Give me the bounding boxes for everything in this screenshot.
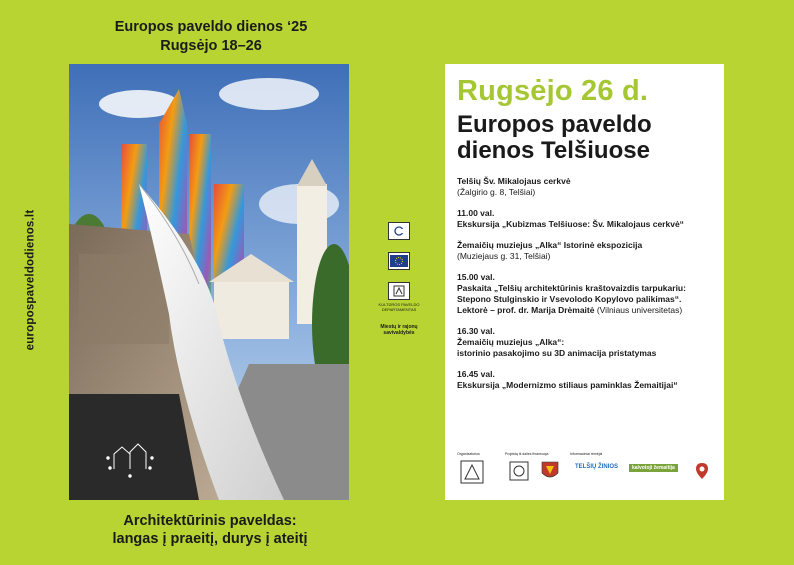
media1-text: TELŠIŲ ŽINIOS [575,464,619,470]
event-description: istorinio pasakojimo su 3D animacija pristatymas [457,348,657,358]
event-time: 16.30 val. [457,326,495,336]
media-label: Informaciniai rėmėjai [570,452,603,456]
event-title [457,112,712,164]
event-lecturer [457,305,712,316]
footer-line1: Architektūrinis paveldas: [123,513,297,529]
event-description: Paskaita „Telšių architektūrinis kraštovaizdis tarpukariu: [457,283,686,293]
event-venue: Žemaičių muziejus „Alka“ Istorinė ekspozicija [457,240,643,250]
vertical-url[interactable] [22,205,38,355]
logo-column [378,222,420,336]
council-of-europe-logo-icon [388,222,410,240]
event-description: Ekskursija „Kubizmas Telšiuose: Šv. Mikalojaus cerkvė“ [457,219,684,229]
event-item [457,326,712,359]
heritage-department-logo [378,282,420,312]
telsiu-zinios-logo [575,464,618,471]
url-text[interactable]: europospaveldodienos.lt [24,209,37,351]
eu-flag-icon [388,252,410,270]
event-description: Ekskursija „Modernizmo stiliaus paminklas Žemaitijai“ [457,380,678,390]
heritage-department-caption: KULTŪROS PAVELDO DEPARTAMENTAS [378,302,420,312]
poster-illustration [69,64,349,500]
event-venue: Telšių Šv. Mikalojaus cerkvė [457,176,571,186]
municipalities-caption: Miestų ir rajonų savivaldybės [380,324,418,336]
left-footer [90,512,330,548]
event-title-line1: Europos paveldo [457,111,652,138]
event-title-line2: dienos Telšiuose [457,137,650,164]
municipality-crest-icon [539,459,561,488]
media2-text: kalvotoji žemaitija [632,465,675,471]
lecturer-affiliation: (Vilniaus universitetas) [594,305,683,315]
event-item [457,176,712,198]
poster-image [69,64,349,500]
heritage-department-partner-icon [507,459,531,488]
event-time: 15.00 val. [457,272,495,282]
event-description: Žemaičių muziejus „Alka“: [457,337,565,347]
event-description: Stepono Stulginskio ir Vsevolodo Kopylovo palikimas“. [457,294,682,304]
left-header [96,18,326,56]
event-list [457,176,712,391]
header-dates: Rugsėjo 18–26 [160,38,262,54]
organizer-label: Organizatorius [457,452,480,456]
footer-line2: langas į praeitį, durys į ateitį [112,531,308,547]
event-item [457,240,712,262]
event-item [457,208,712,230]
alka-museum-logo-icon [459,459,485,490]
heritage-department-icon [388,282,410,300]
map-pin-partner-icon [695,462,709,485]
lecturer-name: Lektorė – prof. dr. Marija Drėmaitė [457,305,595,315]
funding-label: Projektą iš dalies finansuoja [505,452,549,456]
kalvotoji-zemaitija-logo [629,464,678,472]
event-address: (Muziejaus g. 31, Telšiai) [457,251,551,261]
partner-logos [457,452,714,494]
event-address: (Žalgirio g. 8, Telšiai) [457,187,536,197]
event-time: 16.45 val. [457,369,495,379]
event-item [457,369,712,391]
event-item [457,272,712,316]
event-panel [445,64,724,500]
event-time: 11.00 val. [457,208,495,218]
event-date: Rugsėjo 26 d. [457,75,649,107]
header-title: Europos paveldo dienos ‘25 [114,19,308,35]
